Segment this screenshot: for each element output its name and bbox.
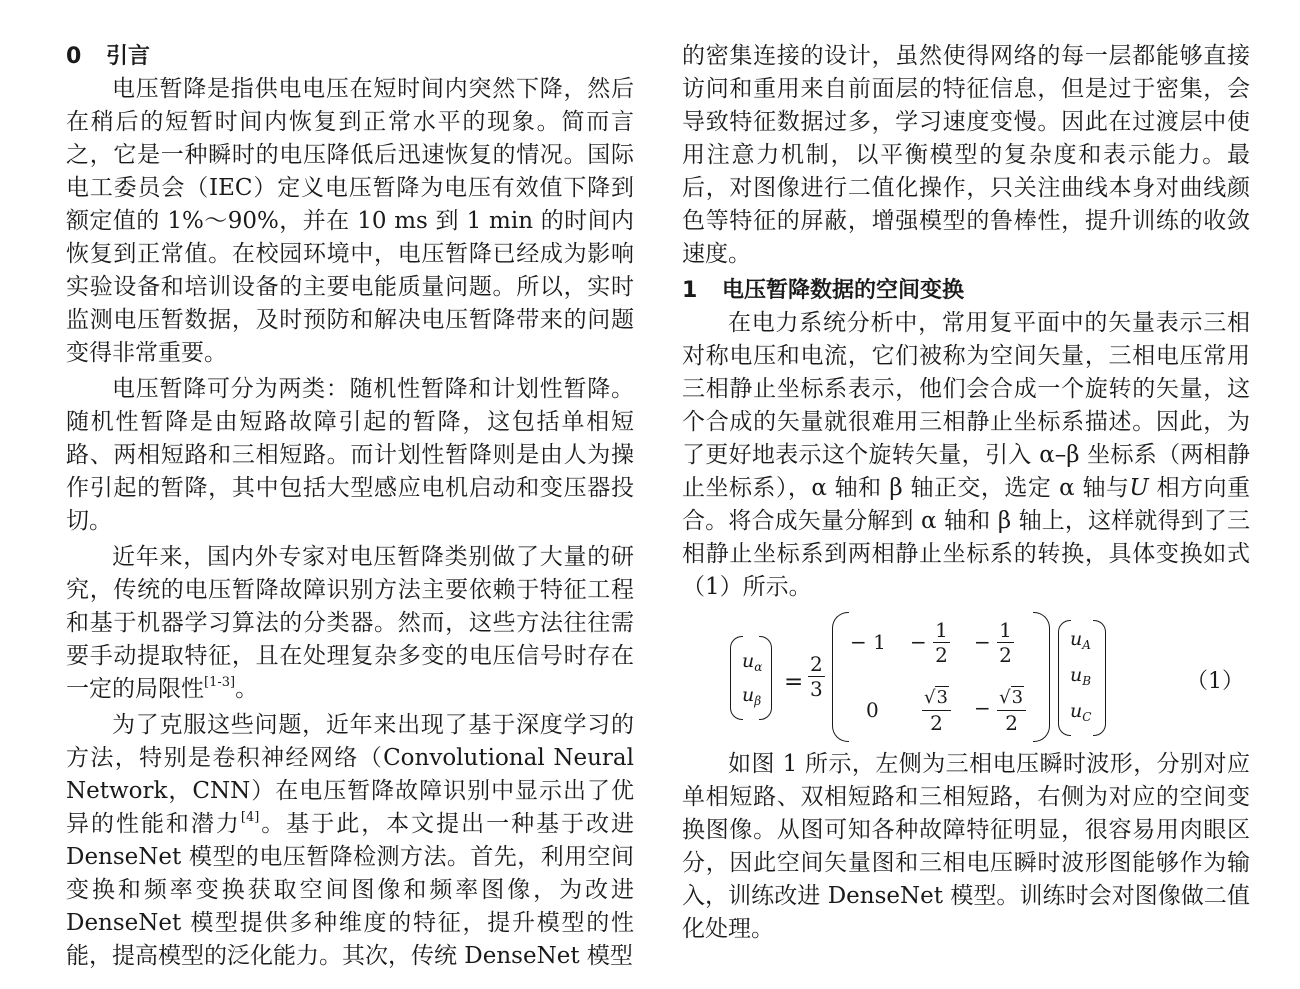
- phase-u-symbol: U: [1129, 475, 1149, 501]
- transform-matrix: [832, 612, 1050, 742]
- equation-1: [682, 612, 1250, 742]
- matrix-r1c1: − 1: [850, 630, 886, 654]
- paragraph-continued: 的密集连接的设计，虽然使得网络的每一层都能够直接访问和重用来自前面层的特征信息，但是过于密集，会导致特征数据过多，学习速度变慢。因此在过渡层中使用注意力机制，以平衡模型的复杂度和表示能力。最后，对图像进行二值化操作，只关注曲线本身对曲线颜色等特征的屏蔽，增强模型的鲁棒性，提升训练的收敛速度。: [682, 43, 1250, 267]
- right-paren: [1093, 620, 1106, 736]
- paragraph-3: [66, 541, 634, 706]
- citation-1-3: [1-3]: [204, 675, 236, 690]
- paragraph-4-text: 为了克服这些问题，近年来出现了基于深度学习的方法，特别是卷积神经网络（Convolutional Neural Network，CNN）在电压暂降故障识别中显示出了优异的性能和潜力: [66, 712, 634, 837]
- paragraph-4: [66, 709, 634, 973]
- coefficient-2-3: $\frac{2}{3}$: [810, 652, 823, 701]
- matrix-r2c3: − $\frac{√3}{2}$: [974, 684, 1026, 735]
- section-title: 电压暂降数据的空间变换: [722, 278, 965, 303]
- matrix-r1c2: − $\frac{1}{2}$: [910, 618, 948, 667]
- matrix-r2c2: $\frac{√3}{2}$: [922, 684, 951, 735]
- paragraph-2: 电压暂降可分为两类：随机性暂降和计划性暂降。随机性暂降是由短路故障引起的暂降，这包括单相短路、两相短路和三相短路。而计划性暂降则是由人为操作引起的暂降，其中包括大型感应电机启动和变压器投切。: [66, 376, 634, 534]
- equals-sign: =: [784, 669, 804, 695]
- section-number: 1: [682, 278, 698, 303]
- section-heading-0: [66, 40, 634, 73]
- matrix-left-paren: [832, 612, 849, 742]
- paragraph-4-end: 。基于此，本文提出一种基于改进 DenseNet 模型的电压暂降检测方法。首先，利用空间变换和频率变换获取空间图像和频率图像，为改进 DenseNet 模型提供多种维度的特征，提升模型的性能，提高模型的泛化能力。其次，传统 DenseNet 模型: [66, 811, 635, 969]
- right-column: [682, 40, 1250, 949]
- u-alpha: $u_\alpha$: [742, 650, 763, 674]
- citation-4: [4]: [240, 810, 260, 825]
- rhs-vector: [1058, 620, 1106, 736]
- paragraph-1: 电压暂降是指供电电压在短时间内突然下降，然后在稍后的短暂时间内恢复到正常水平的现象。简而言之，它是一种瞬时的电压降低后迅速恢复的情况。国际电工委员会（IEC）定义电压暂降为电压有效值下降到额定值的 1%～90%，并在 10 ms 到 1 min 的时间内恢复到正常值。在校园环境中，电压暂降已经成为影响实验设备和培训设备的主要电能质量问题。所以，实时监测电压暂数据，及时预防和解决电压暂降带来的问题变得非常重要。: [66, 76, 634, 366]
- matrix-r2c1: 0: [866, 698, 879, 722]
- paragraph-3-text: 近年来，国内外专家对电压暂降类别做了大量的研究，传统的电压暂降故障识别方法主要依赖于特征工程和基于机器学习算法的分类器。然而，这些方法往往需要手动提取特征，且在处理复杂多变的电压信号时存在一定的局限性: [66, 544, 634, 702]
- lhs-vector: [730, 636, 772, 720]
- paragraph-6: 如图 1 所示，左侧为三相电压瞬时波形，分别对应单相短路、双相短路和三相短路，右侧为对应的空间变换图像。从图可知各种故障特征明显，很容易用肉眼区分，因此空间矢量图和三相电压瞬时波形图能够作为输入，训练改进 DenseNet 模型。训练时会对图像做二值化处理。: [682, 751, 1250, 942]
- section-title: 引言: [106, 44, 151, 69]
- u-beta: $u_\beta$: [742, 684, 762, 708]
- paragraph-5: [682, 307, 1250, 604]
- matrix-r1c3: − $\frac{1}{2}$: [974, 618, 1012, 667]
- section-number: 0: [66, 44, 82, 69]
- u-b: $u_B$: [1070, 664, 1092, 688]
- paragraph-3-end: 。: [235, 676, 259, 702]
- matrix-right-paren: [1033, 612, 1050, 742]
- paragraph-5-rest: 相方向重合。将合成矢量分解到 α 轴和 β 轴上，这样就得到了三相静止坐标系到两相静止坐标系的转换，具体变换如式（1）所示。: [682, 475, 1250, 600]
- section-heading-1: [682, 274, 1250, 307]
- equation-number: （1）: [1186, 669, 1244, 694]
- u-a: $u_A$: [1070, 628, 1091, 652]
- left-column: [66, 40, 634, 976]
- u-c: $u_C$: [1070, 700, 1092, 724]
- paragraph-5-text: 在电力系统分析中，常用复平面中的矢量表示三相对称电压和电流，它们被称为空间矢量，三相电压常用三相静止坐标系表示，他们会合成一个旋转的矢量，这个合成的矢量就很难用三相静止坐标系描述。因此，为了更好地表示这个旋转矢量，引入 α–β 坐标系（两相静止坐标系），α 轴和 β 轴正交，选定 α 轴与: [682, 310, 1250, 501]
